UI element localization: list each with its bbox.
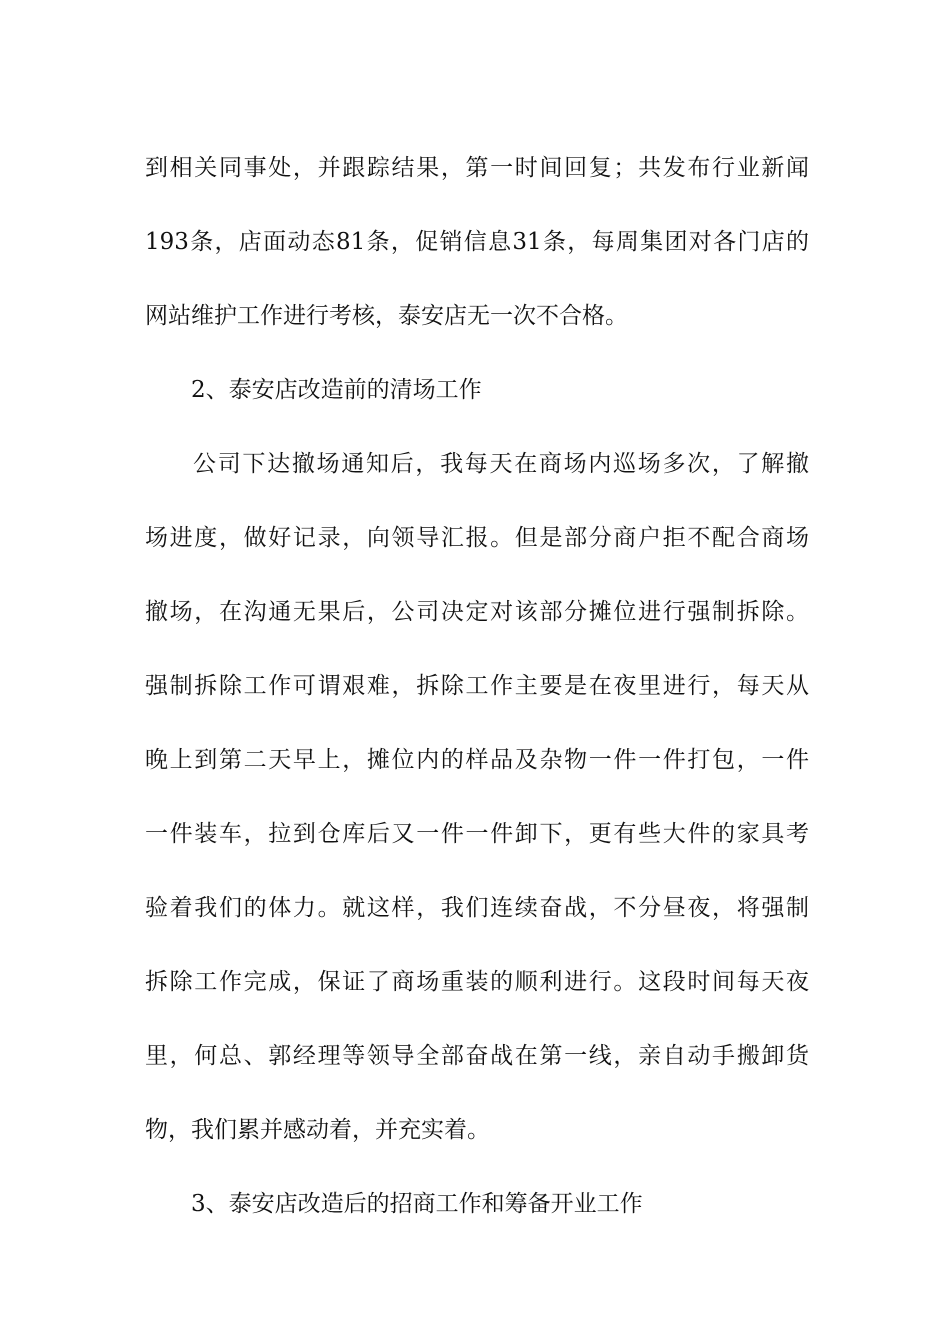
document-body xyxy=(145,131,809,1241)
paragraph-line-10: 一件装车，拉到仓库后又一件一件卸下，更有些大件的家具考 xyxy=(145,821,809,847)
paragraph-line-8: 强制拆除工作可谓艰难，拆除工作主要是在夜里进行，每天从 xyxy=(145,673,809,699)
paragraph-line-14: 物，我们累并感动着，并充实着。 xyxy=(145,1117,490,1143)
paragraph-line-1: 到相关同事处，并跟踪结果，第一时间回复；共发布行业新闻 xyxy=(145,155,809,181)
section-heading-2: 2、泰安店改造前的清场工作 xyxy=(191,377,482,403)
paragraph-line-12: 拆除工作完成，保证了商场重装的顺利进行。这段时间每天夜 xyxy=(145,969,809,995)
paragraph-line-11: 验着我们的体力。就这样，我们连续奋战，不分昼夜，将强制 xyxy=(145,895,809,921)
section-heading-3: 3、泰安店改造后的招商工作和筹备开业工作 xyxy=(191,1191,643,1217)
paragraph-line-7: 撤场，在沟通无果后，公司决定对该部分摊位进行强制拆除。 xyxy=(145,599,809,625)
paragraph-line-13: 里，何总、郭经理等领导全部奋战在第一线，亲自动手搬卸货 xyxy=(145,1043,809,1069)
paragraph-line-2: 193条，店面动态81条，促销信息31条，每周集团对各门店的 xyxy=(145,229,809,255)
paragraph-line-3: 网站维护工作进行考核，泰安店无一次不合格。 xyxy=(145,303,628,329)
paragraph-line-9: 晚上到第二天早上，摊位内的样品及杂物一件一件打包，一件 xyxy=(145,747,809,773)
paragraph-line-5: 公司下达撤场通知后，我每天在商场内巡场多次，了解撤 xyxy=(193,451,809,477)
paragraph-line-6: 场进度，做好记录，向领导汇报。但是部分商户拒不配合商场 xyxy=(145,525,809,551)
